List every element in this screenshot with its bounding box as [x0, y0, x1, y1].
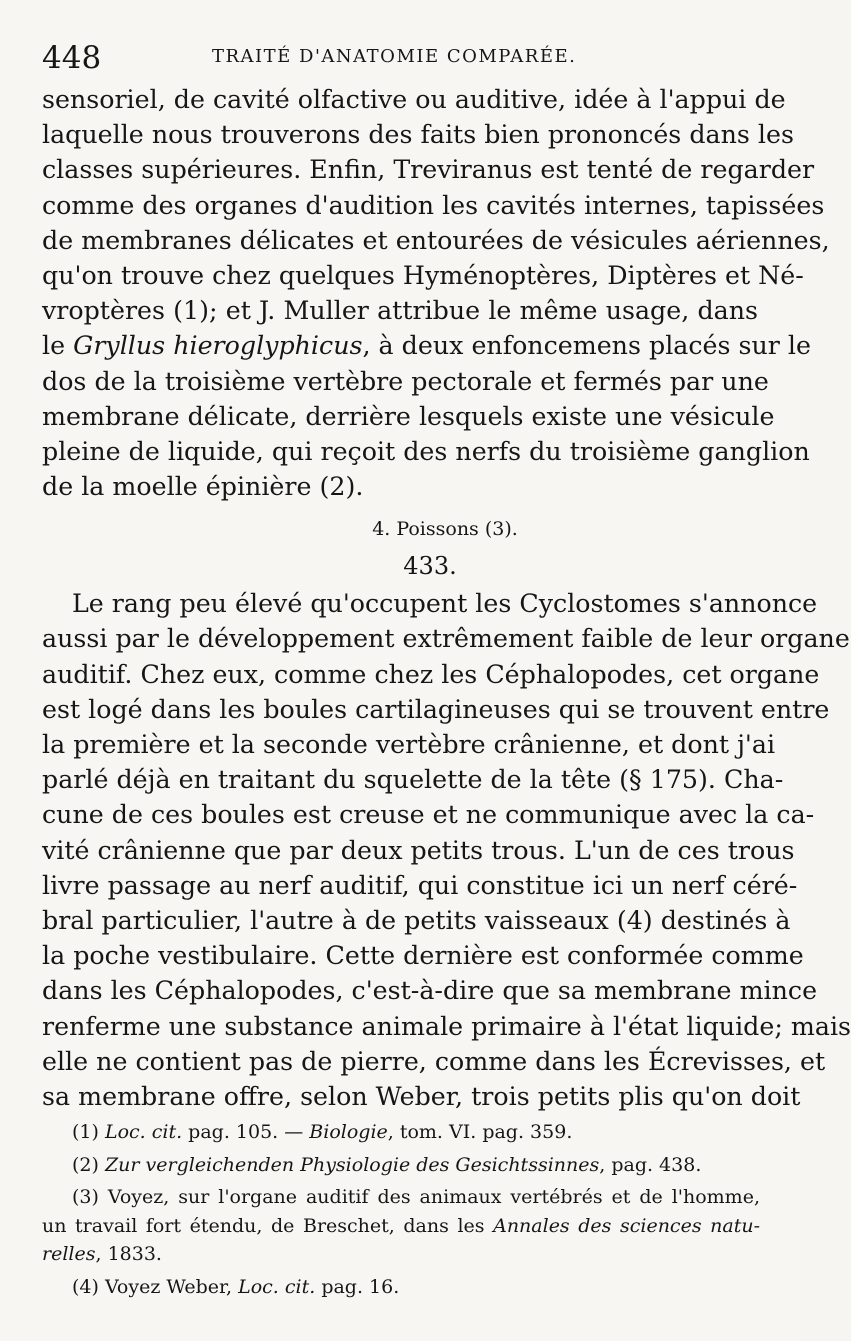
page-number: 448 [42, 40, 102, 76]
text-line: livre passage au nerf auditif, qui constitue ici un nerf céré- [42, 870, 798, 900]
footnote-text: pag. 105. — [182, 1121, 310, 1143]
footnote-4 [72, 1273, 760, 1302]
text-line: dos de la troisième vertèbre pectorale et fermés par une [42, 366, 769, 396]
body-text [42, 82, 851, 1114]
text-line: Le rang peu élevé qu'occupent les Cyclostomes s'annonce [72, 589, 818, 619]
text-line: parlé déjà en traitant du squelette de la tête (§ 175). Cha- [42, 765, 784, 795]
footnote-text: un travail fort étendu, de Breschet, dans les [42, 1214, 494, 1237]
footnote-text: , 1833. [95, 1243, 162, 1265]
text-line: renferme une substance animale primaire à l'état liquide; mais [42, 1011, 851, 1041]
footnote-text: pag. 16. [315, 1275, 400, 1298]
text-segment: le [42, 331, 74, 361]
running-title: TRAITÉ D'ANATOMIE COMPARÉE. [212, 46, 577, 67]
section-title: 4. Poissons (3). [372, 518, 518, 541]
page-header [42, 38, 758, 78]
footnote-italic: Biologie [309, 1121, 388, 1143]
footnote-text: (4) Voyez Weber, [72, 1275, 239, 1298]
text-line: vroptères (1); et J. Muller attribue le même usage, dans [42, 296, 758, 326]
text-line: comme des organes d'audition les cavités internes, tapissées [42, 190, 825, 220]
text-line: la première et la seconde vertèbre crânienne, et dont j'ai [42, 730, 776, 759]
text-line: vité crânienne que par deux petits trous. L'un de ces trous [42, 835, 795, 865]
text-line: bral particulier, l'autre à de petits vaisseaux (4) destinés à [42, 905, 791, 935]
text-line: qu'on trouve chez quelques Hyménoptères, Diptères et Né- [42, 260, 804, 290]
footnote-text: , pag. 438. [599, 1153, 702, 1176]
text-line [42, 328, 811, 363]
footnote-italic: Loc. cit. [238, 1275, 316, 1298]
footnote-3: (3) Voyez, sur l'organe auditif des animaux vertébrés et de l'homme, [72, 1186, 760, 1208]
text-line: auditif. Chez eux, comme chez les Céphalopodes, cet organe [42, 659, 820, 689]
footnote-number: (2) [72, 1153, 105, 1176]
footnote-3-continued [42, 1212, 760, 1241]
species-name: Gryllus hieroglyphicus [73, 331, 363, 361]
text-line: est logé dans les boules cartilagineuses qui se trouvent entre [42, 694, 830, 724]
text-line: elle ne contient pas de pierre, comme dans les Écrevisses, et [42, 1046, 826, 1076]
text-line: la poche vestibulaire. Cette dernière est conformée comme [42, 941, 804, 971]
footnote-number: (1) [72, 1121, 105, 1143]
text-line: de la moelle épinière (2). [42, 472, 364, 502]
footnote-1 [72, 1118, 760, 1147]
text-line: aussi par le développement extrêmement faible de leur organe [42, 624, 850, 654]
footnote-italic: Annales des sciences natu- [493, 1214, 760, 1237]
text-line: sensoriel, de cavité olfactive ou auditive, idée à l'appui de [42, 85, 786, 114]
text-line: membrane délicate, derrière lesquels existe une vésicule [42, 401, 775, 431]
footnotes [42, 1118, 760, 1301]
footnote-2 [72, 1151, 760, 1180]
footnote-italic: relles [42, 1243, 96, 1265]
footnote-italic: Loc. cit. [104, 1121, 183, 1143]
text-line: cune de ces boules est creuse et ne communique avec la ca- [42, 800, 815, 830]
text-line: dans les Céphalopodes, c'est-à-dire que sa membrane mince [42, 976, 818, 1006]
footnote-text: , tom. VI. pag. 359. [387, 1121, 573, 1143]
footnote-italic: Zur vergleichenden Physiologie des Gesichtssinnes [104, 1153, 600, 1176]
text-line: laquelle nous trouverons des faits bien prononcés dans les [42, 120, 794, 150]
text-line: classes supérieures. Enfin, Treviranus est tenté de regarder [42, 155, 815, 185]
text-line: de membranes délicates et entourées de vésicules aériennes, [42, 225, 830, 255]
paragraph-number: 433. [403, 552, 457, 581]
footnote-3-continued [42, 1240, 760, 1269]
text-segment: , à deux enfoncemens placés sur le [362, 331, 811, 361]
text-line: sa membrane offre, selon Weber, trois petits plis qu'on doit [42, 1081, 801, 1111]
text-line: pleine de liquide, qui reçoit des nerfs du troisième ganglion [42, 436, 810, 466]
